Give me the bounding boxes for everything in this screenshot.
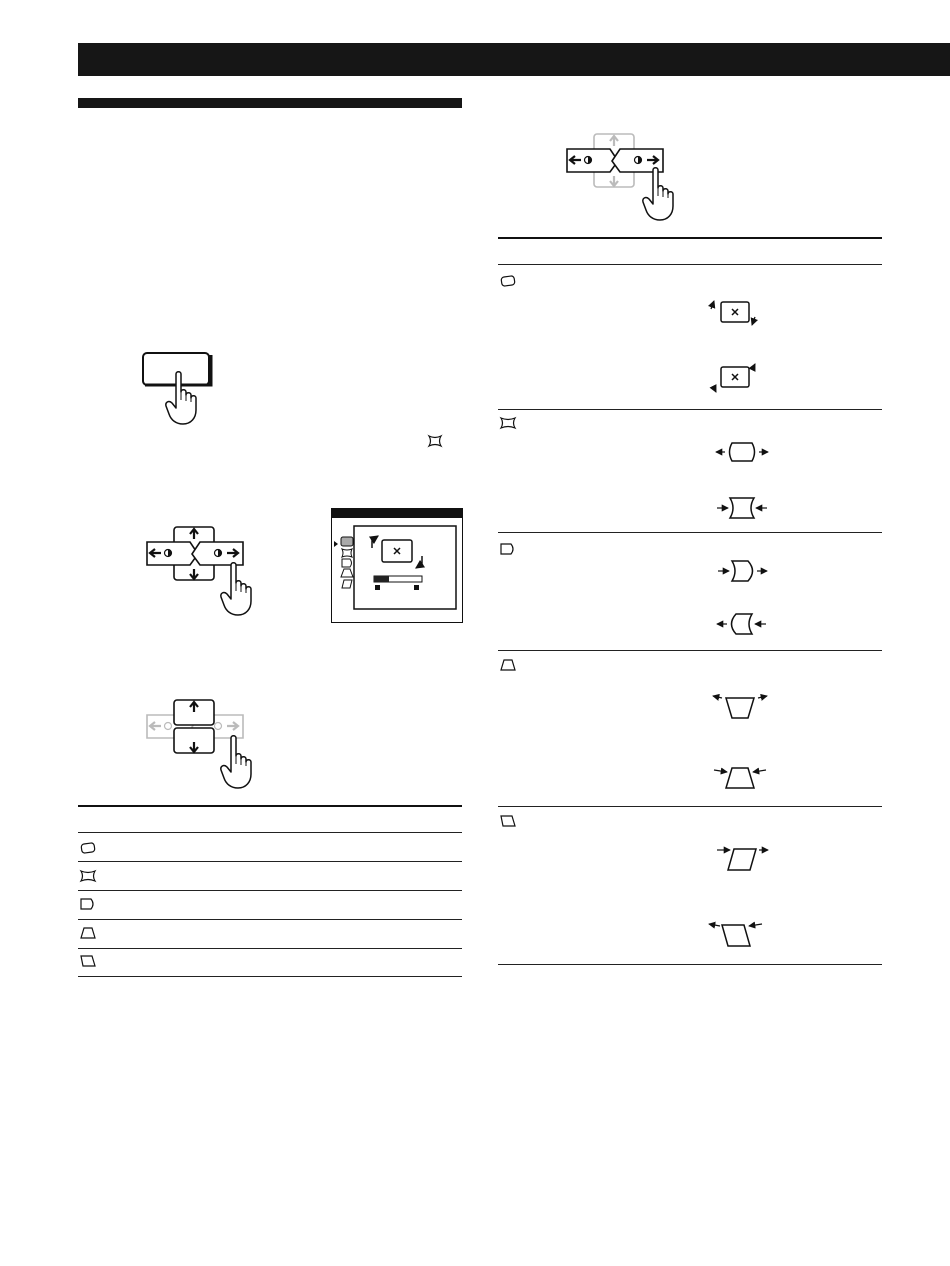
control-pad-all-directions[interactable] (145, 525, 265, 615)
top-wider-illustration (710, 690, 770, 722)
shift-top-right-illustration (712, 842, 772, 874)
trapezoid-icon (500, 659, 516, 671)
pincushion-icon (80, 870, 96, 882)
divider (498, 264, 882, 265)
curve-left-illustration (712, 611, 772, 637)
divider (498, 806, 882, 807)
shift-top-left-illustration (706, 918, 766, 950)
adjust-table-top-rule (498, 237, 882, 239)
section-heading-bar (78, 98, 462, 108)
divider (78, 861, 462, 862)
divider (498, 409, 882, 410)
pin-balance-icon (80, 898, 96, 910)
control-pad-up-down[interactable] (145, 698, 265, 788)
divider (78, 919, 462, 920)
divider (78, 948, 462, 949)
pin-balance-icon (500, 543, 516, 555)
divider (498, 532, 882, 533)
rotate-clockwise-illustration (705, 295, 765, 331)
parallelogram-icon (80, 955, 96, 967)
header-bar (78, 43, 950, 76)
control-pad-left-right[interactable] (565, 132, 685, 222)
rotation-icon (80, 842, 96, 854)
curve-right-illustration (712, 558, 772, 584)
pincushion-icon (500, 417, 516, 429)
sides-pinch-in-illustration (712, 495, 772, 521)
divider (78, 890, 462, 891)
rotate-counterclockwise-illustration (705, 360, 765, 396)
header-title (78, 51, 90, 68)
rotation-icon (500, 275, 516, 287)
divider (498, 964, 882, 965)
divider (498, 650, 882, 651)
direction-table-top-rule (78, 805, 462, 807)
divider (78, 976, 462, 977)
menu-button-illustration (140, 350, 220, 425)
pincushion-icon (428, 435, 442, 447)
trapezoid-icon (80, 927, 96, 939)
osd-menu (331, 508, 463, 623)
divider (78, 832, 462, 833)
sides-bulge-out-illustration (712, 440, 772, 464)
top-narrower-illustration (710, 762, 770, 794)
parallelogram-icon (500, 815, 516, 827)
